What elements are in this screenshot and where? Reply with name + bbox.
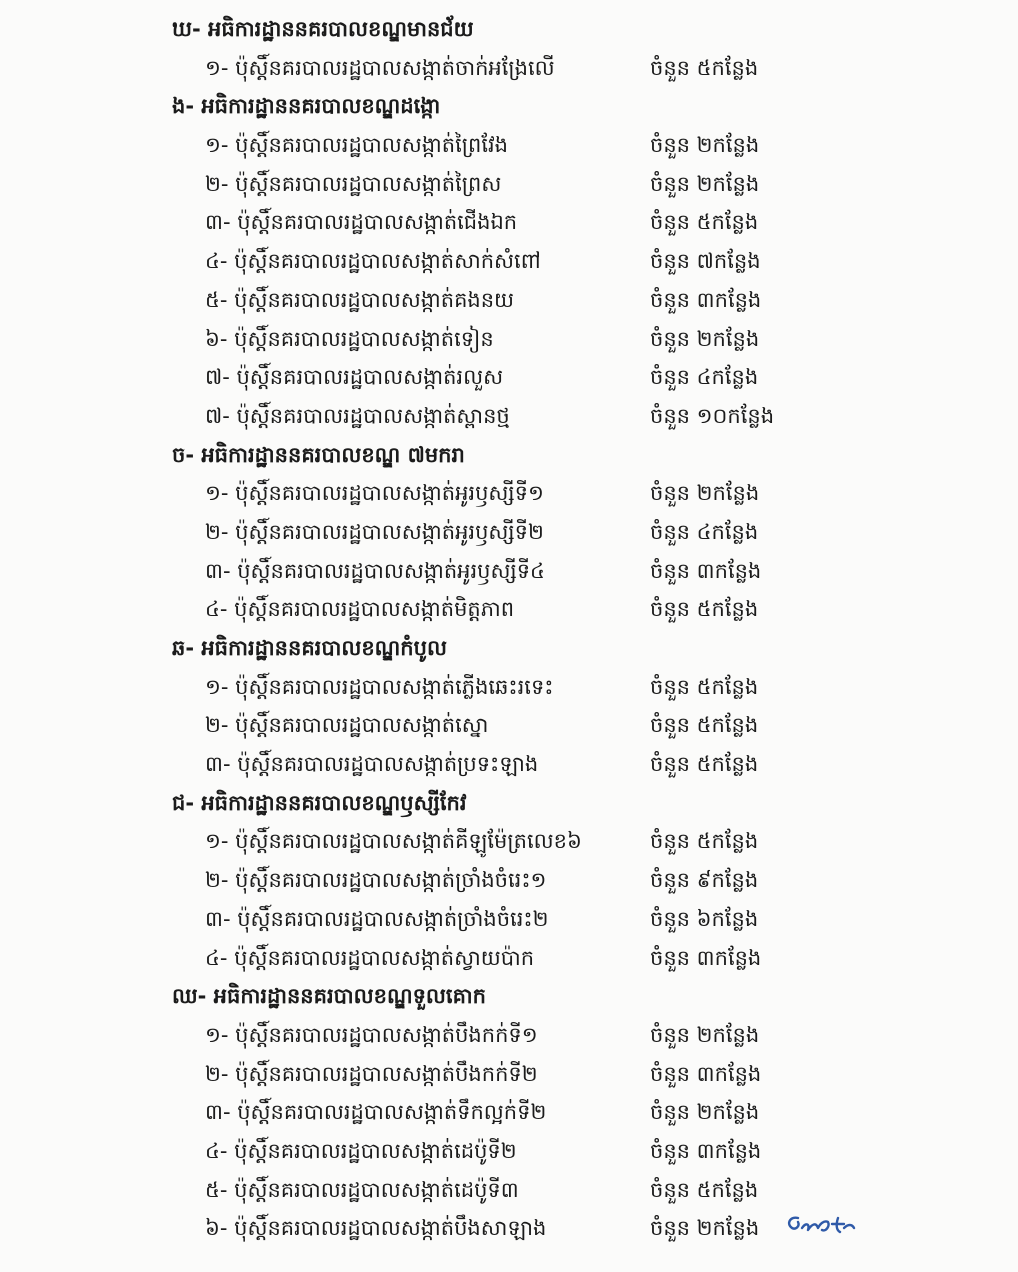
list-item <box>0 49 1018 88</box>
item-count: ចំនួន ២កន្លែង <box>650 1216 760 1241</box>
item-count: ចំនួន ៤កន្លែង <box>650 519 759 544</box>
list-item <box>0 203 1018 242</box>
list-item <box>0 358 1018 397</box>
item-label: ៧- ប៉ុស្តិ៍នគរបាលរដ្ឋបាលសង្កាត់ស្ពានថ្ម <box>205 403 510 428</box>
item-label: ១- ប៉ុស្តិ៍នគរបាលរដ្ឋបាលសង្កាត់អូរឫស្សីទី១ <box>205 481 544 506</box>
list-item <box>0 1132 1018 1171</box>
item-count: ចំនួន ៤កន្លែង <box>650 365 759 390</box>
list-item <box>0 706 1018 745</box>
list-item <box>0 126 1018 165</box>
item-label: ២- ប៉ុស្តិ៍នគរបាលរដ្ឋបាលសង្កាត់បឹងកក់ទី២ <box>205 1061 538 1086</box>
item-count: ចំនួន ៥កន្លែង <box>650 713 759 738</box>
item-label: ៤- ប៉ុស្តិ៍នគរបាលរដ្ឋបាលសង្កាត់សាក់សំពៅ <box>205 249 541 274</box>
item-count: ចំនួន ៣កន្លែង <box>650 287 762 312</box>
section-heading: ឈ- អធិការដ្ឋាននគរបាលខណ្ឌទួលគោក <box>172 984 486 1009</box>
list-item <box>0 281 1018 320</box>
section-heading-row <box>0 10 1018 49</box>
list-item <box>0 900 1018 939</box>
section-heading-row <box>0 784 1018 823</box>
section-toul-kork <box>0 977 1018 1248</box>
item-count: ចំនួន ២កន្លែង <box>650 171 760 196</box>
list-item <box>0 1016 1018 1055</box>
item-label: ២- ប៉ុស្តិ៍នគរបាលរដ្ឋបាលសង្កាត់ច្រាំងចំរេះ១ <box>205 868 547 893</box>
section-heading-row <box>0 977 1018 1016</box>
item-label: ១- ប៉ុស្តិ៍នគរបាលរដ្ឋបាលសង្កាត់គីឡូម៉ែត្រលេខ៦ <box>205 829 582 854</box>
list-item <box>0 590 1018 629</box>
item-label: ១- ប៉ុស្តិ៍នគរបាលរដ្ឋបាលសង្កាត់បឹងកក់ទី១ <box>205 1022 538 1047</box>
item-label: ១- ប៉ុស្តិ៍នគរបាលរដ្ឋបាលសង្កាត់ព្រៃវែង <box>205 133 509 158</box>
item-label: ៥- ប៉ុស្តិ៍នគរបាលរដ្ឋបាលសង្កាត់គងនយ <box>205 287 515 312</box>
section-heading: ឃ- អធិការដ្ឋាននគរបាលខណ្ឌមានជ័យ <box>172 17 474 41</box>
item-count: ចំនួន ៣កន្លែង <box>650 945 762 970</box>
list-item <box>0 474 1018 513</box>
handwritten-initials-signature <box>784 1210 864 1240</box>
item-count: ចំនួន ២កន្លែង <box>650 133 760 158</box>
item-label: ៤- ប៉ុស្តិ៍នគរបាលរដ្ឋបាលសង្កាត់ស្វាយប៉ាក <box>205 945 535 970</box>
item-label: ២- ប៉ុស្តិ៍នគរបាលរដ្ឋបាលសង្កាត់ស្នោ <box>205 713 489 738</box>
item-count: ចំនួន ៥កន្លែង <box>650 210 759 235</box>
list-item <box>0 552 1018 591</box>
section-kambol <box>0 629 1018 784</box>
list-item <box>0 1171 1018 1210</box>
section-heading: ច- អធិការដ្ឋាននគរបាលខណ្ឌ ៧មករា <box>172 442 465 467</box>
section-heading: ឆ- អធិការដ្ឋាននគរបាលខណ្ឌកំបូល <box>172 636 447 660</box>
list-item <box>0 1055 1018 1094</box>
item-count: ចំនួន ១០កន្លែង <box>650 403 775 428</box>
item-label: ៣- ប៉ុស្តិ៍នគរបាលរដ្ឋបាលសង្កាត់ទឹកល្អក់ទី២ <box>205 1100 547 1125</box>
list-item <box>0 1209 1018 1248</box>
section-7-makara <box>0 436 1018 629</box>
item-count: ចំនួន ៣កន្លែង <box>650 1138 762 1163</box>
item-label: ៣- ប៉ុស្តិ៍នគរបាលរដ្ឋបាលសង្កាត់អូរឫស្សីទី៤ <box>205 558 545 583</box>
item-count: ចំនួន ៦កន្លែង <box>650 906 759 931</box>
list-item <box>0 861 1018 900</box>
list-item <box>0 165 1018 204</box>
item-label: ៣- ប៉ុស្តិ៍នគរបាលរដ្ឋបាលសង្កាត់ច្រាំងចំរេះ២ <box>205 906 549 931</box>
item-label: ៣- ប៉ុស្តិ៍នគរបាលរដ្ឋបាលសង្កាត់ប្រទះឡាង <box>205 752 539 777</box>
item-label: ៥- ប៉ុស្តិ៍នគរបាលរដ្ឋបាលសង្កាត់ដេប៉ូទី៣ <box>205 1177 519 1202</box>
item-count: ចំនួន ២កន្លែង <box>650 481 760 506</box>
item-count: ចំនួន ២កន្លែង <box>650 1022 760 1047</box>
item-count: ចំនួន ៥កន្លែង <box>650 829 759 854</box>
item-label: ៦- ប៉ុស្តិ៍នគរបាលរដ្ឋបាលសង្កាត់បឹងសាឡាង <box>205 1216 547 1241</box>
item-count: ចំនួន ៥កន្លែង <box>650 1177 759 1202</box>
section-dangkao <box>0 87 1018 435</box>
list-item <box>0 822 1018 861</box>
item-count: ចំនួន ៥កន្លែង <box>650 752 759 777</box>
list-item <box>0 745 1018 784</box>
item-count: ចំនួន ៧កន្លែង <box>650 249 761 274</box>
section-heading: ង- អធិការដ្ឋាននគរបាលខណ្ឌដង្កោ <box>172 94 441 119</box>
list-item <box>0 397 1018 436</box>
item-label: ២- ប៉ុស្តិ៍នគរបាលរដ្ឋបាលសង្កាត់ព្រៃស <box>205 171 502 196</box>
item-label: ១- ប៉ុស្តិ៍នគរបាលរដ្ឋបាលសង្កាត់ភ្លើងឆេះរទេះ <box>205 674 554 699</box>
list-item <box>0 1093 1018 1132</box>
section-heading-row <box>0 436 1018 475</box>
item-count: ចំនួន ៣កន្លែង <box>650 558 762 583</box>
item-label: ៣- ប៉ុស្តិ៍នគរបាលរដ្ឋបាលសង្កាត់ជើងឯក <box>205 210 518 235</box>
item-count: ចំនួន ២កន្លែង <box>650 326 760 351</box>
list-item <box>0 320 1018 359</box>
section-russey-keo <box>0 784 1018 977</box>
item-label: ៤- ប៉ុស្តិ៍នគរបាលរដ្ឋបាលសង្កាត់ដេប៉ូទី២ <box>205 1138 517 1163</box>
list-item <box>0 242 1018 281</box>
section-heading-row <box>0 87 1018 126</box>
item-count: ចំនួន ៣កន្លែង <box>650 1061 762 1086</box>
item-count: ចំនួន ៥កន្លែង <box>650 55 759 80</box>
section-meanchey <box>0 10 1018 87</box>
section-heading: ជ- អធិការដ្ឋាននគរបាលខណ្ឌឫស្សីកែវ <box>172 790 467 815</box>
item-label: ៦- ប៉ុស្តិ៍នគរបាលរដ្ឋបាលសង្កាត់ទៀន <box>205 326 494 351</box>
section-list <box>0 10 1018 1248</box>
item-count: ចំនួន ៥កន្លែង <box>650 674 759 699</box>
item-label: ២- ប៉ុស្តិ៍នគរបាលរដ្ឋបាលសង្កាត់អូរឫស្សីទី២ <box>205 519 544 544</box>
item-count: ចំនួន ៥កន្លែង <box>650 597 759 622</box>
section-heading-row <box>0 629 1018 668</box>
item-count: ចំនួន ២កន្លែង <box>650 1100 760 1125</box>
item-count: ចំនួន ៩កន្លែង <box>650 868 759 893</box>
item-label: ១- ប៉ុស្តិ៍នគរបាលរដ្ឋបាលសង្កាត់ចាក់អង្រែលើ <box>205 55 555 80</box>
item-label: ៧- ប៉ុស្តិ៍នគរបាលរដ្ឋបាលសង្កាត់រលួស <box>205 365 504 390</box>
list-item <box>0 668 1018 707</box>
list-item <box>0 939 1018 978</box>
list-item <box>0 513 1018 552</box>
item-label: ៤- ប៉ុស្តិ៍នគរបាលរដ្ឋបាលសង្កាត់មិត្តភាព <box>205 597 515 622</box>
